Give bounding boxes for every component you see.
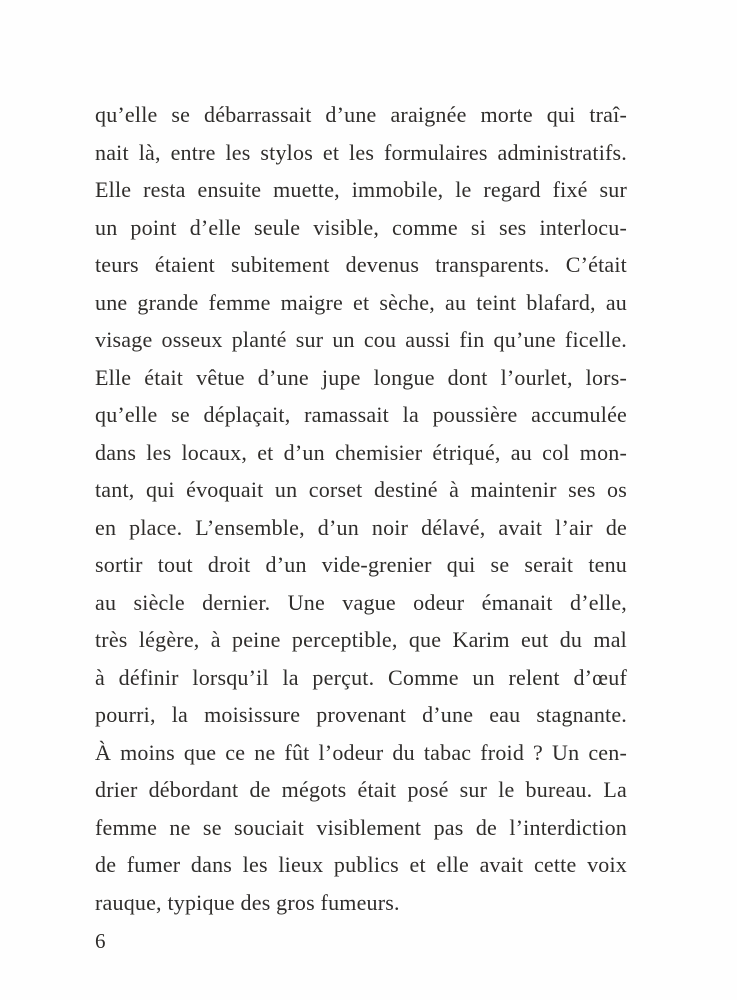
text-line: dans les locaux, et d’un chemisier étriqué, au col mon- xyxy=(95,439,627,465)
text-line: sortir tout droit d’un vide-grenier qui se serait tenu xyxy=(95,552,627,577)
text-line: teurs étaient subitement devenus transparents. C’était xyxy=(95,252,627,277)
text-line: drier débordant de mégots était posé sur le bureau. La xyxy=(95,777,627,802)
text-line: très légère, à peine perceptible, que Karim eut du mal xyxy=(95,627,627,652)
text-line: tant, qui évoquait un corset destiné à maintenir ses os xyxy=(95,477,627,502)
text-line: Elle était vêtue d’une jupe longue dont l’ourlet, lors- xyxy=(95,364,627,390)
text-line: femme ne se souciait visiblement pas de l’interdiction xyxy=(95,814,627,840)
text-line: un point d’elle seule visible, comme si ses interlocu- xyxy=(95,214,627,240)
text-line: À moins que ce ne fût l’odeur du tabac froid ? Un cen- xyxy=(95,739,627,765)
text-line: de fumer dans les lieux publics et elle avait cette voix xyxy=(95,852,627,877)
text-line: au siècle dernier. Une vague odeur émanait d’elle, xyxy=(95,589,627,615)
text-line: en place. L’ensemble, d’un noir délavé, avait l’air de xyxy=(95,514,627,540)
text-block xyxy=(95,96,627,921)
text-line: qu’elle se déplaçait, ramassait la poussière accumulée xyxy=(95,402,627,427)
text-line: pourri, la moisissure provenant d’une eau stagnante. xyxy=(95,702,627,727)
text-line: à définir lorsqu’il la perçut. Comme un relent d’œuf xyxy=(95,664,627,690)
text-line: Elle resta ensuite muette, immobile, le regard fixé sur xyxy=(95,177,627,202)
page-number: 6 xyxy=(95,929,106,953)
text-line: une grande femme maigre et sèche, au teint blafard, au xyxy=(95,289,627,315)
text-line: rauque, typique des gros fumeurs. xyxy=(95,889,400,915)
text-line: visage osseux planté sur un cou aussi fin qu’une ficelle. xyxy=(95,327,627,352)
text-line: nait là, entre les stylos et les formulaires administratifs. xyxy=(95,139,627,165)
text-line: qu’elle se débarrassait d’une araignée morte qui traî- xyxy=(95,102,627,127)
